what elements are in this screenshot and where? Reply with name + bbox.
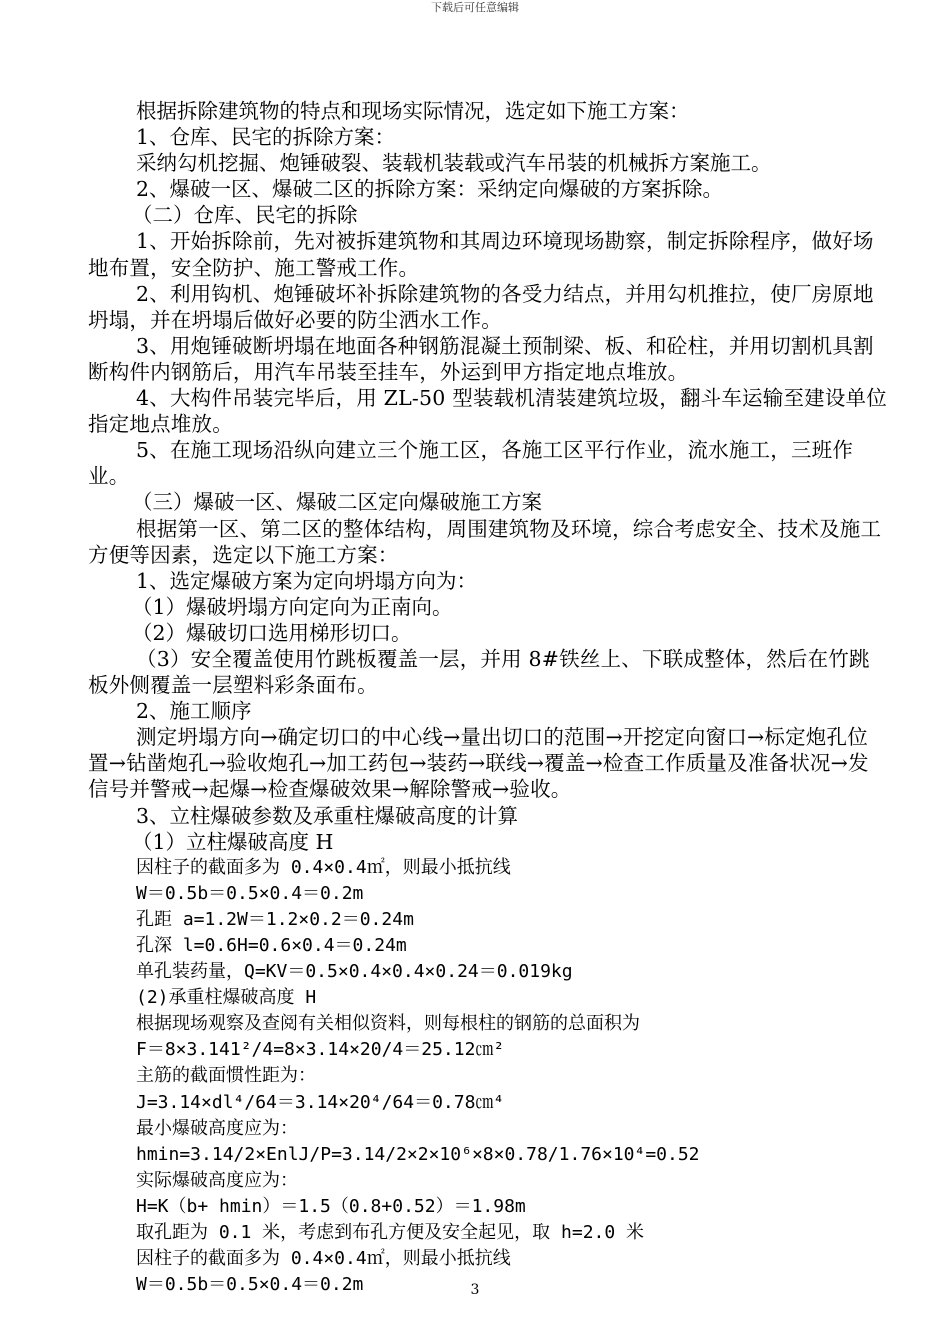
paragraph-blast-plan: 2、爆破一区、爆破二区的拆除方案：采纳定向爆破的方案拆除。: [136, 177, 724, 202]
formula-section-repeat: 因柱子的截面多为 0.4×0.4㎡，则最小抵抗线: [136, 1248, 511, 1270]
heading-direction: 1、选定爆破方案为定向坍塌方向为：: [136, 568, 478, 593]
formula-depth: 孔深 l=0.6H=0.6×0.4＝0.24m: [136, 935, 407, 956]
paragraph-machinery: 采纳勾机挖掘、炮锤破裂、装载机装载或汽车吊装的机械拆方案施工。: [136, 151, 772, 176]
paragraph-step-4: 4、大构件吊装完毕后，用 ZL-50 型装载机清装建筑垃圾，翻斗车运输至建设单位指定地点堆放。: [88, 386, 887, 437]
paragraph-step-3: 3、用炮锤破断坍塌在地面各种钢筋混凝土预制梁、板、和砼柱，并用切割机具割断构件内钢筋后，用汽车吊装至挂车，外运到甲方指定地点堆放。: [88, 333, 874, 384]
paragraph-intro: 根据拆除建筑物的特点和现场实际情况，选定如下施工方案：: [136, 99, 690, 123]
document-body: [88, 98, 888, 1298]
page-header: 下载后可任意编辑: [431, 1, 519, 14]
item-direction-1: （1）爆破坍塌方向定向为正南向。: [132, 594, 453, 619]
paragraph-step-1: 1、开始拆除前，先对被拆建筑物和其周边环境现场勘察，制定拆除程序，做好场地布置，安全防护、施工警戒工作。: [88, 229, 874, 280]
section-heading-2: （二）仓库、民宅的拆除: [132, 203, 358, 228]
formula-area: F＝8×3.141²/4=8×3.14×20/4＝25.12㎝²: [136, 1039, 505, 1061]
label-min-height: 最小爆破高度应为：: [136, 1117, 298, 1139]
paragraph-step-5: 5、在施工现场沿纵向建立三个施工区，各施工区平行作业，流水施工，三班作业。: [88, 438, 854, 489]
formula-section: 因柱子的截面多为 0.4×0.4㎡，则最小抵抗线: [136, 856, 511, 878]
formula-spacing: 孔距 a=1.2W＝1.2×0.2＝0.24m: [136, 908, 414, 930]
paragraph-hole-spacing: 取孔距为 0.1 米，考虑到布孔方便及安全起见，取 h=2.0 米: [136, 1222, 645, 1244]
paragraph-structure: 根据第一区、第二区的整体结构，周围建筑物及环境，综合考虑安全、技术及施工方便等因素，选定以下施工方案：: [88, 516, 882, 567]
heading-warehouse-plan: 1、仓库、民宅的拆除方案：: [136, 125, 396, 150]
formula-hmin: hmin=3.14/2×EnlJ/P=3.14/2×2×10⁶×8×0.78/1.76×10⁴=0.52: [136, 1143, 700, 1165]
formula-actual-height: H=K（b+ hmin）＝1.5（0.8+0.52）＝1.98m: [136, 1195, 526, 1217]
section-heading-3: （三）爆破一区、爆破二区定向爆破施工方案: [132, 490, 542, 515]
page-number: 3: [470, 1282, 480, 1298]
formula-w: W＝0.5b＝0.5×0.4＝0.2m: [136, 882, 364, 904]
paragraph-rebar-area: 根据现场观察及查阅有关相似资料，则每根柱的钢筋的总面积为: [136, 1013, 640, 1035]
paragraph-step-2: 2、利用钩机、炮锤破坏补拆除建筑物的各受力结点，并用勾机推拉，使厂房原地坍塌，并在坍塌后做好必要的防尘洒水工作。: [88, 281, 874, 332]
heading-sequence: 2、施工顺序: [136, 699, 252, 724]
heading-calculation: 3、立柱爆破参数及承重柱爆破高度的计算: [136, 803, 519, 828]
label-inertia: 主筋的截面惯性距为：: [136, 1065, 316, 1087]
item-direction-3: （3）安全覆盖使用竹跳板覆盖一层，并用 8#铁丝上、下联成整体，然后在竹跳板外侧覆盖一层塑料彩条面布。: [88, 646, 870, 698]
subheading-column-height: （1）立柱爆破高度 H: [132, 829, 334, 854]
subheading-bearing-height: (2)承重柱爆破高度 H: [136, 987, 317, 1009]
formula-w-repeat: W＝0.5b＝0.5×0.4＝0.2m: [136, 1274, 364, 1296]
item-direction-2: （2）爆破切口选用梯形切口。: [132, 620, 412, 645]
paragraph-sequence: 测定坍塌方向→确定切口的中心线→量出切口的范围→开挖定向窗口→标定炮孔位置→钻凿炮孔→验收炮孔→加工药包→装药→联线→覆盖→检查工作质量及准备状况→发信号并警戒→起爆→检查爆破效果→解除警戒→验收。: [88, 725, 869, 802]
formula-inertia: J=3.14×dl⁴/64＝3.14×20⁴/64＝0.78㎝⁴: [136, 1091, 505, 1113]
formula-charge: 单孔装药量，Q=KV＝0.5×0.4×0.4×0.24＝0.019kg: [136, 961, 573, 983]
label-actual-height: 实际爆破高度应为：: [136, 1169, 298, 1191]
